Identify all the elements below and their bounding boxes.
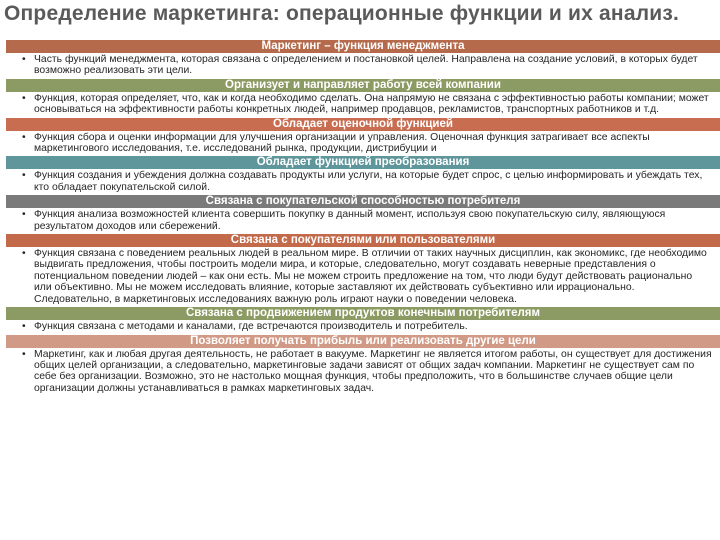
section-text: [22, 320, 712, 334]
section-text: [22, 169, 712, 195]
section-heading: Организует и направляет работу всей компании: [6, 79, 720, 92]
section-text: [22, 208, 712, 234]
section-text: [22, 131, 712, 157]
bullet-icon: •: [22, 92, 26, 104]
section-text-content: Функция, которая определяет, что, как и когда необходимо сделать. Она напрямую не связана с эффективностью работы компании; может основываться на эффективности работы конкретных людей, например продавцов, рекламистов, транспортных работников и т.д.: [34, 92, 709, 116]
bullet-icon: •: [22, 54, 26, 65]
page-title: Определение маркетинга: операционные функции и их анализ.: [4, 2, 680, 25]
bullet-icon: •: [22, 131, 26, 143]
section-text: [22, 247, 712, 307]
section-text-content: Часть функций менеджмента, которая связана с определением и постановкой целей. Направлена на создание условий, в которых будет возможно реализовать эти цели.: [34, 54, 698, 77]
section-heading: Связана с покупателями или пользователями: [6, 234, 720, 247]
section-heading: Обладает оценочной функцией: [6, 118, 720, 131]
section-text-content: Функция связана с методами и каналами, где встречаются производитель и потребитель.: [34, 321, 468, 333]
section-text-content: Функция сбора и оценки информации для улучшения организации и управления. Оценочная функция затрагивает все аспекты маркетингового исследования, т.е. исследований рынка, продукции, дистрибуции и: [34, 131, 650, 155]
section-heading: Маркетинг – функция менеджмента: [6, 40, 720, 53]
section-text: [22, 348, 712, 397]
section-heading: Связана с продвижением продуктов конечным потребителям: [6, 307, 720, 320]
section-heading: Обладает функцией преобразования: [6, 156, 720, 169]
section-text-content: Маркетинг, как и любая другая деятельность, не работает в вакууме. Маркетинг не является итогом работы, он существует для достижения общих целей организации, а следовательно, маркетинговые задачи зависят от общих задач компании. Маркетинг не существует сам по себе без организации. Возможно, это не настолько мощная функция, чтобы предположить, что в большинстве случаев общие цели организации должны устанавливаться в рамках маркетинговых задач.: [34, 348, 712, 394]
bullet-icon: •: [22, 248, 26, 260]
bullet-icon: •: [22, 170, 26, 182]
bullet-icon: •: [22, 321, 26, 333]
section-text: [22, 53, 712, 79]
section-heading: Позволяет получать прибыль или реализовать другие цели: [6, 335, 720, 348]
bullet-icon: •: [22, 209, 26, 221]
section-text: [22, 92, 712, 118]
section-text-content: Функция создания и убеждения должна создавать продукты или услуги, на которые будет спрос, с целью информировать и убеждать тех, кто обладает покупательской силой.: [34, 170, 703, 193]
section-heading: Связана с покупательской способностью потребителя: [6, 195, 720, 208]
section-text-content: Функция анализа возможностей клиента совершить покупку в данный момент, используя свою покупательскую силу, являющуюся результатом доходов или сбережений.: [34, 209, 666, 232]
bullet-icon: •: [22, 348, 26, 360]
section-text-content: Функция связана с поведением реальных людей в реальном мире. В отличии от таких научных дисциплин, как экономикс, где необходимо выдвигать предложения, чтобы построить модели мира, и которые, следовательно, могут создавать неверные представления о потенциальном поведении людей – как они есть. Мы не можем строить предложение на том, что люди будут действовать рационально или объективно. Мы не можем исследовать влияние, которые заставляют их действовать субъективно или иррационально. Следовательно, в маркетинговых исследованиях важную роль играют науки о поведении человека.: [34, 248, 707, 305]
sections-list: [0, 40, 720, 396]
